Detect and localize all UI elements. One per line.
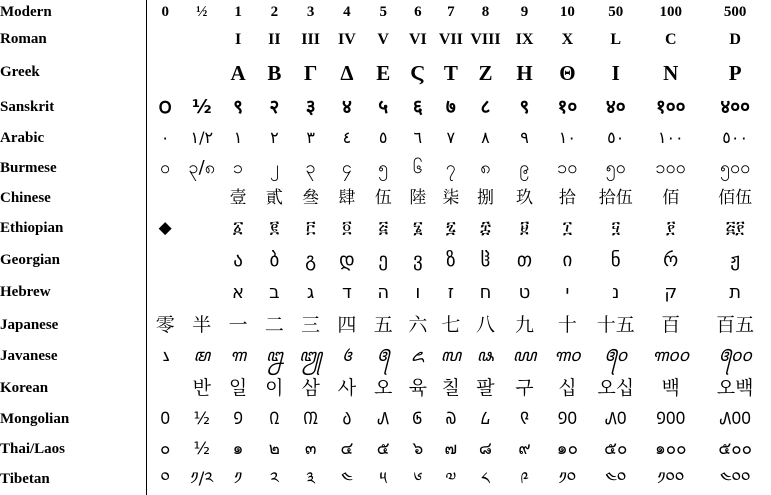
numeral-cell: 오: [374, 376, 393, 399]
numeral-cell: ꧑: [230, 346, 247, 367]
numeral-cell: ბ: [269, 248, 280, 271]
numeral-cell: Τ: [443, 60, 458, 85]
numeral-cell: ၀: [160, 157, 171, 179]
numeral-cell: 반: [192, 376, 211, 399]
numeral-cell: 1: [234, 4, 242, 21]
table-row: [0, 184, 771, 214]
numeral-cell: [146, 184, 183, 214]
numeral-cell: ١٠: [558, 128, 576, 148]
numeral-cell: 五: [373, 313, 393, 336]
numeral-cell: 6: [414, 4, 422, 21]
numeral-cell: [146, 54, 183, 91]
numeral-cell: १०: [557, 95, 578, 118]
numeral-cell: ၆: [412, 157, 423, 179]
numeral-cell: 六: [408, 313, 428, 336]
numeral-cell: ፫: [305, 218, 316, 239]
numeral-cell: [184, 277, 220, 309]
table-row: [0, 214, 771, 244]
row-label-thailaos: Thai/Laos: [0, 435, 146, 465]
row-label-greek: Greek: [0, 54, 146, 91]
numeral-cell: IX: [515, 30, 534, 48]
numeral-cell: ᠓: [303, 409, 319, 430]
numeral-cell: Ε: [376, 60, 391, 85]
numeral-cell: ፻: [666, 218, 676, 239]
numeral-cell: ९: [519, 95, 530, 118]
table-row: [0, 435, 771, 465]
numeral-cell: ၅၀: [605, 157, 626, 179]
numeral-cell: 팔: [476, 376, 495, 399]
numeral-cell: א: [232, 281, 245, 303]
numeral-cell: 九: [514, 313, 534, 336]
numeral-cell: ८: [480, 95, 491, 118]
numeral-cell: 3: [306, 4, 315, 21]
numeral-cell: ๘: [478, 439, 493, 460]
numeral-cell: ꧑꧐: [554, 346, 581, 367]
numeral-cell: ๗: [444, 439, 458, 460]
numeral-cell: 二: [264, 313, 284, 336]
row-label-mongolian: Mongolian: [0, 405, 146, 435]
numeral-cell: 玖: [515, 188, 533, 209]
numeral-cell: ז: [447, 281, 454, 303]
numeral-cell: 貳: [265, 188, 283, 209]
numeral-cell: ᠕᠐: [604, 409, 627, 430]
numeral-cell: [184, 54, 220, 91]
numeral-cell: ٣: [306, 128, 315, 148]
numeral-cell: [184, 244, 220, 277]
numeral-cell: ፭: [378, 218, 389, 239]
row-label-sanskrit: Sanskrit: [0, 91, 146, 124]
numeral-cell: ፶: [611, 218, 621, 239]
numeral-cell: ၈: [480, 157, 491, 179]
numeral-cell: D: [729, 30, 741, 48]
numeral-cell: ꧕꧐꧐: [718, 346, 752, 367]
row-label-javanese: Javanese: [0, 342, 146, 372]
numeral-cell: ٥٠٠: [722, 128, 749, 148]
row-label-chinese: Chinese: [0, 184, 146, 214]
numeral-cell: I: [234, 30, 242, 48]
numeral-cell: ٦: [413, 128, 423, 148]
numeral-cell: 八: [475, 313, 495, 336]
numeral-cell: ი: [562, 248, 573, 271]
numeral-cell: ४: [341, 95, 352, 118]
numeral-cell: Α: [230, 60, 246, 85]
numeral-cell: 5: [379, 4, 387, 21]
numeral-cell: ٤: [342, 128, 352, 148]
numeral-cell: ½: [196, 4, 208, 21]
numeral-cell: ᠑: [233, 409, 243, 430]
numeral-cell: ꧕꧐: [604, 346, 628, 367]
numeral-cell: 十: [557, 313, 577, 336]
numeral-cell: ½: [191, 95, 212, 118]
numeral-cell: ᠑᠐᠐: [656, 409, 686, 430]
numeral-cell: [184, 26, 220, 54]
numeral-cell: ꧙: [512, 346, 537, 367]
row-label-georgian: Georgian: [0, 244, 146, 277]
numeral-cell: 佰: [662, 188, 680, 209]
row-label-tibetan: Tibetan: [0, 465, 146, 495]
numeral-cell: 拾伍: [598, 188, 633, 209]
numeral-cell: ९: [233, 95, 244, 118]
numeral-cell: ๒: [268, 439, 280, 460]
numeral-cell: [146, 372, 183, 405]
numeral-cell: III: [301, 30, 320, 48]
numeral-cell: 육: [408, 376, 428, 399]
numeral-cell: 佰伍: [718, 188, 753, 209]
numeral-cell: C: [664, 30, 677, 48]
table-row: [0, 342, 771, 372]
numeral-cell: ၅၀၀: [719, 157, 751, 179]
numeral-cell: ๕: [376, 439, 390, 460]
numeral-cell: ზ: [446, 248, 456, 271]
numeral-cell: ꧖: [411, 346, 425, 367]
numeral-cell: ౦: [158, 95, 172, 118]
numeral-cell: ½: [193, 409, 211, 430]
numeral-cell: ᠗: [445, 409, 457, 430]
numeral-cell: II: [268, 30, 281, 48]
numeral-cell: ६: [412, 95, 423, 118]
numeral-cell: Η: [516, 60, 533, 85]
numeral-cell: ᠙: [519, 409, 530, 430]
numeral-cell: ፩: [232, 218, 244, 239]
numeral-cell: ק: [664, 281, 678, 303]
numeral-cell: ๔: [340, 439, 354, 460]
numeral-cell: ٠: [160, 128, 170, 148]
numeral-cell: ᠖: [412, 409, 424, 430]
row-label-burmese: Burmese: [0, 153, 146, 185]
numeral-cell: ꧓: [299, 346, 323, 367]
numeral-cell: ١: [233, 128, 243, 148]
numeral-cell: VIII: [470, 30, 501, 48]
numeral-cell: ٥: [378, 128, 388, 148]
numeral-cell: ჱ: [480, 248, 491, 271]
numeral-cell: 四: [337, 313, 357, 336]
row-label-arabic: Arabic: [0, 125, 146, 153]
numeral-cell: Θ: [559, 60, 576, 85]
numeral-cell: VII: [438, 30, 463, 48]
numeral-cell: 柒: [442, 188, 460, 209]
table-row: [0, 153, 771, 185]
numeral-cell: ᠕: [377, 409, 390, 430]
numeral-cell: ၃/၈: [188, 157, 216, 179]
numeral-cell: 一: [228, 313, 248, 336]
row-label-ethiopian: Ethiopian: [0, 214, 146, 244]
numeral-cell: ५: [378, 95, 389, 118]
table-row: [0, 244, 771, 277]
numeral-cell: ༥: [379, 469, 387, 490]
table-row: [0, 465, 771, 495]
numeral-cell: ნ: [610, 248, 621, 271]
table-row: [0, 0, 771, 26]
numeral-cell: ٢: [270, 128, 279, 148]
numeral-cell: ꧔: [341, 346, 352, 367]
numeral-cell: ४००: [720, 95, 750, 118]
numeral-cell: ७: [445, 95, 456, 118]
numeral-cell: ༦: [413, 469, 423, 490]
numeral-cell: ๑๐: [556, 439, 578, 460]
numeral-cell: ๐: [160, 439, 171, 460]
numeral-cell: ፲: [562, 218, 572, 239]
numeral-cell: २: [269, 95, 280, 118]
numeral-cell: ½: [193, 439, 211, 460]
numeral-cell: Δ: [340, 60, 354, 85]
numeral-cell: ༣: [306, 469, 316, 490]
numeral-cell: Ρ: [728, 60, 742, 85]
numeral-cell: 백: [661, 376, 680, 399]
row-label-roman: Roman: [0, 26, 146, 54]
numeral-cell: გ: [305, 248, 317, 271]
numeral-cell: ꦩ: [193, 346, 211, 367]
numeral-cell: 十五: [596, 313, 635, 336]
numeral-cell: ꧗: [440, 346, 461, 367]
numeral-cell: ፰: [479, 218, 492, 239]
numeral-cell: ၅: [378, 157, 389, 179]
numeral-cell: ᠑᠐: [557, 409, 578, 430]
numeral-cell: י: [565, 281, 570, 303]
numeral-cell: ፱: [519, 218, 529, 239]
numeral-cell: ד: [342, 281, 352, 303]
numeral-cell: Β: [267, 60, 282, 85]
numeral-cell: ꧒: [266, 346, 283, 367]
numeral-cell: ༢: [269, 469, 279, 490]
numeral-cell: १००: [655, 95, 686, 118]
numeral-cell: ၇: [445, 157, 456, 179]
numeral-cell: ၉: [519, 157, 530, 179]
numeral-cell: V: [377, 30, 389, 48]
numeral-cell: 0: [161, 4, 169, 21]
numeral-cell: [146, 26, 183, 54]
numeral-cell: 9: [520, 4, 529, 21]
numeral-cell: ე: [378, 248, 389, 271]
numeral-cell: ט: [518, 281, 531, 303]
numeral-cell: [146, 277, 183, 309]
numeral-cell: 叄: [302, 188, 320, 209]
numeral-cell: ๕๐๐: [718, 439, 752, 460]
numeral-cell: ༧: [445, 469, 457, 490]
numeral-cell: ١/٢: [190, 128, 214, 148]
numeral-cell: ๕๐: [604, 439, 628, 460]
numeral-cell: 오백: [716, 376, 754, 399]
table-row: [0, 277, 771, 309]
numeral-cell: 십: [558, 376, 577, 399]
numeral-cell: ၁၀၀: [655, 157, 686, 179]
table-row: [0, 91, 771, 124]
numeral-cell: Ν: [663, 60, 679, 85]
numeral-cell: 구: [515, 376, 534, 399]
numeral-cell: 이: [265, 376, 284, 399]
table-row: [0, 26, 771, 54]
numeral-cell: ༤༠: [605, 469, 627, 490]
numeral-cell: ༡༠༠: [657, 469, 685, 490]
numeral-cell: נ: [612, 281, 620, 303]
numeral-cell: 8: [481, 4, 490, 21]
numeral-cell: 三: [301, 313, 321, 336]
numeral-cell: ፯: [445, 218, 456, 239]
numeral-cell: VI: [408, 30, 427, 48]
numeral-cell: [184, 214, 220, 244]
numeral-cell: ᠒: [269, 409, 280, 430]
row-label-modern: Modern: [0, 0, 146, 26]
numeral-cell: ༠: [160, 469, 170, 490]
numeral-cell: 拾: [558, 188, 576, 209]
numeral-cell: 百: [661, 313, 681, 336]
numeral-cell: ३: [305, 95, 316, 118]
numeral-cell: ༡༠: [558, 469, 577, 490]
numeral-cell: ၄: [341, 157, 352, 179]
numeral-cell: ፭፻: [725, 218, 745, 239]
numeral-cell: 10: [559, 4, 575, 21]
table-row: [0, 309, 771, 342]
numeral-cell: ၁၀: [557, 157, 578, 179]
numeral-cell: ٩: [520, 128, 529, 148]
numeral-cell: ༡: [233, 469, 243, 490]
numeral-cell: ג: [306, 281, 315, 303]
row-label-hebrew: Hebrew: [0, 277, 146, 309]
numeral-cell: Γ: [303, 60, 318, 85]
numeral-cell: 삼: [301, 376, 320, 399]
numeral-cell: 捌: [476, 188, 494, 209]
numeral-cell: ๓: [304, 439, 317, 460]
numeral-cell: 伍: [374, 188, 392, 209]
numeral-cell: ٥٠: [607, 128, 625, 148]
numeral-cell: ༩: [520, 469, 529, 490]
numeral-cell: ח: [479, 281, 492, 303]
row-label-japanese: Japanese: [0, 309, 146, 342]
numeral-cell: ה: [377, 281, 390, 303]
numeral-cell: ב: [269, 281, 280, 303]
numeral-cell: ၁: [233, 157, 244, 179]
numeral-cell: 4: [343, 4, 351, 21]
numeral-cell: ๑๐๐: [654, 439, 687, 460]
numeral-cell: 100: [659, 4, 682, 21]
numeral-cell: ꧈: [161, 346, 170, 367]
numeral-cell: ༤: [341, 469, 353, 490]
numeral-cell: 陸: [409, 188, 427, 209]
numeral-cell: 零: [155, 313, 175, 336]
numeral-cell: ᠘: [480, 409, 491, 430]
numeral-cell: ვ: [412, 248, 423, 271]
numeral-cell: ፪: [269, 218, 280, 239]
table-row: [0, 125, 771, 153]
numeral-cell: Ι: [611, 60, 620, 85]
numeral-cell: ١٠٠: [657, 128, 684, 148]
numeral-cell: ꧑꧐꧐: [652, 346, 689, 367]
row-label-korean: Korean: [0, 372, 146, 405]
numeral-cell: [146, 244, 183, 277]
numeral-cell: რ: [663, 248, 679, 271]
numeral-cell: ٨: [481, 128, 490, 148]
numeral-cell: ו: [415, 281, 421, 303]
numeral-cell: ༨: [481, 469, 490, 490]
numeral-cell: [184, 184, 220, 214]
table-row: [0, 372, 771, 405]
numeral-cell: 500: [723, 4, 747, 21]
numeral-cell: ٧: [446, 128, 456, 148]
numeral-cell: L: [610, 30, 622, 48]
numeral-cell: X: [561, 30, 574, 48]
numeral-cell: ᠕᠐᠐: [719, 409, 751, 430]
numeral-cell: 百五: [716, 313, 755, 336]
numeral-cell: 사: [337, 376, 357, 399]
numeral-cell: Ζ: [478, 60, 493, 85]
numeral-cell: 壹: [229, 188, 247, 209]
numeral-cell: ჟ: [730, 248, 741, 271]
numeral-cell: თ: [516, 248, 533, 271]
numeral-cell: ๑: [232, 439, 244, 460]
numeral-cell: 일: [228, 376, 248, 399]
numeral-cell: IV: [338, 30, 356, 48]
numeral-cell: 50: [608, 4, 624, 21]
numeral-cell: ๖: [412, 439, 424, 460]
table-row: [0, 405, 771, 435]
numeral-cell: ꧘: [476, 346, 495, 367]
numeral-cell: ა: [233, 248, 243, 271]
numeral-cell: Ϛ: [410, 60, 426, 85]
numeral-cell: 半: [192, 313, 212, 336]
numeral-cell: ◆: [158, 218, 172, 239]
numeral-cell: ४०: [605, 95, 626, 118]
numeral-cell: ၂: [269, 157, 279, 179]
numeral-cell: 肆: [338, 188, 356, 209]
numeral-cell: ፮: [412, 218, 423, 239]
numeral-cell: 2: [270, 4, 279, 21]
numeral-cell: 7: [447, 4, 455, 21]
numeral-cell: ၃: [305, 157, 316, 179]
numeral-cell: 오십: [597, 376, 635, 399]
numeral-cell: ፬: [342, 218, 352, 239]
numeral-cell: 七: [441, 313, 461, 336]
numeral-cell: ᠔: [342, 409, 352, 430]
numeral-cell: ༡/༢: [190, 469, 214, 490]
numeral-cell: ꧕: [376, 346, 390, 367]
table-row: [0, 54, 771, 91]
numeral-cell: ༤༠༠: [720, 469, 751, 490]
numeral-cell: ๙: [518, 439, 531, 460]
numeral-cell: ᠐: [160, 409, 171, 430]
numeral-cell: 칠: [441, 376, 460, 399]
numeral-cell: ת: [729, 281, 742, 303]
numeral-cell: დ: [339, 248, 355, 271]
